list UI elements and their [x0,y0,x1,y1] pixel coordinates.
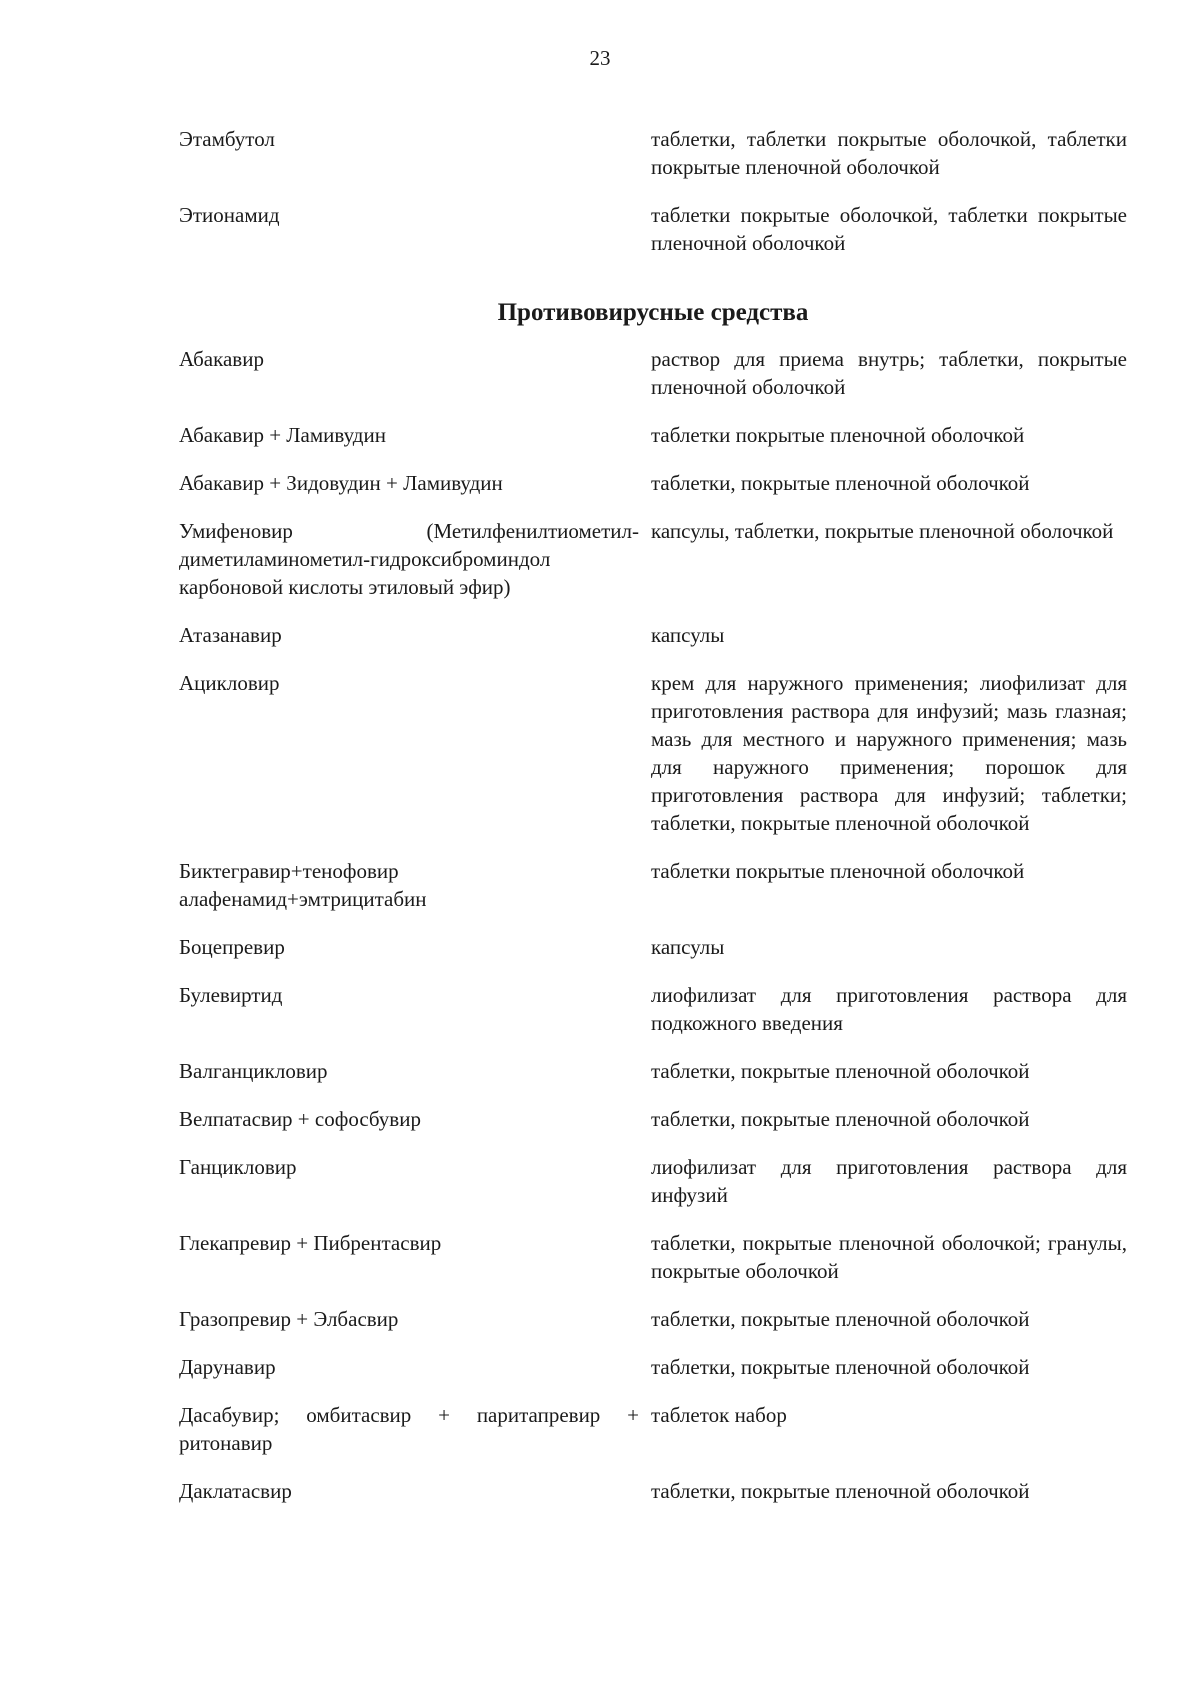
drug-row [179,621,1127,649]
dosage-form: капсулы [651,935,725,959]
dosage-form: таблетки покрытые пленочной оболочкой [651,859,1025,883]
dosage-form: таблетки, покрытые пленочной оболочкой [651,1107,1030,1131]
drug-row [179,201,1127,257]
drug-row [179,933,1127,961]
drug-row [179,1305,1127,1333]
drug-name: Булевиртид [179,983,283,1007]
dosage-form: таблетки, покрытые пленочной оболочкой [651,471,1030,495]
drug-row [179,857,1127,913]
drug-name: Абакавир + Зидовудин + Ламивудин [179,471,503,495]
dosage-form: таблетки, покрытые пленочной оболочкой [651,1479,1030,1503]
dosage-form: таблетки, покрытые пленочной оболочкой [651,1355,1030,1379]
dosage-form: лиофилизат для приготовления раствора для инфузий [651,1155,1127,1207]
drug-row [179,125,1127,181]
section-heading: Противовирусные средства [497,299,809,326]
drug-name: Умифеновир (Метилфенилтиометил-диметиламинометил-гидроксиброминдол карбоновой кислоты этиловый эфир) [179,519,639,599]
drug-row [179,1057,1127,1085]
drug-name: Абакавир + Ламивудин [179,423,386,447]
drug-row [179,1105,1127,1133]
drug-name: Дарунавир [179,1355,276,1379]
drug-name: Даклатасвир [179,1479,292,1503]
drug-name: Валганцикловир [179,1059,328,1083]
drug-row [179,1401,1127,1457]
drug-row [179,1153,1127,1209]
drug-name: Боцепревир [179,935,285,959]
drug-row [179,1229,1127,1285]
drug-name: Глекапревир + Пибрентасвир [179,1231,442,1255]
drug-row [179,1477,1127,1505]
dosage-form: крем для наружного применения; лиофилизат для приготовления раствора для инфузий; мазь глазная; мазь для местного и наружного применения; мазь для наружного применения; порошок для приготовления раствора для инфузий; таблетки; таблетки, покрытые пленочной оболочкой [651,671,1127,835]
rows-main [179,345,1127,1505]
drug-row [179,1353,1127,1381]
drug-row [179,421,1127,449]
dosage-form: раствор для приема внутрь; таблетки, покрытые пленочной оболочкой [651,347,1127,399]
drug-list [179,125,1127,1525]
drug-row [179,981,1127,1037]
drug-row [179,469,1127,497]
dosage-form: таблетки, покрытые пленочной оболочкой [651,1059,1030,1083]
drug-name: Ацикловир [179,671,280,695]
dosage-form: таблетки, покрытые пленочной оболочкой [651,1307,1030,1331]
drug-row [179,517,1127,601]
drug-row [179,669,1127,837]
page-number: 23 [589,46,611,70]
drug-name: Дасабувир; омбитасвир + паритапревир + ритонавир [179,1403,639,1455]
drug-name: Гразопревир + Элбасвир [179,1307,399,1331]
drug-name: Велпатасвир + софосбувир [179,1107,421,1131]
dosage-form: таблетки покрытые оболочкой, таблетки покрытые пленочной оболочкой [651,203,1127,255]
drug-name: Атазанавир [179,623,282,647]
dosage-form: таблеток набор [651,1403,787,1427]
dosage-form: таблетки, таблетки покрытые оболочкой, таблетки покрытые пленочной оболочкой [651,127,1127,179]
drug-name: Этионамид [179,203,280,227]
dosage-form: таблетки покрытые пленочной оболочкой [651,423,1025,447]
dosage-form: лиофилизат для приготовления раствора для подкожного введения [651,983,1127,1035]
dosage-form: капсулы, таблетки, покрытые пленочной оболочкой [651,519,1114,543]
drug-name: Ганцикловир [179,1155,297,1179]
dosage-form: таблетки, покрытые пленочной оболочкой; гранулы, покрытые оболочкой [651,1231,1127,1283]
dosage-form: капсулы [651,623,725,647]
drug-name: Абакавир [179,347,264,371]
rows-before [179,125,1127,257]
drug-name: Этамбутол [179,127,275,151]
drug-name: Биктегравир+тенофовир алафенамид+эмтрицитабин [179,859,427,911]
drug-row [179,345,1127,401]
